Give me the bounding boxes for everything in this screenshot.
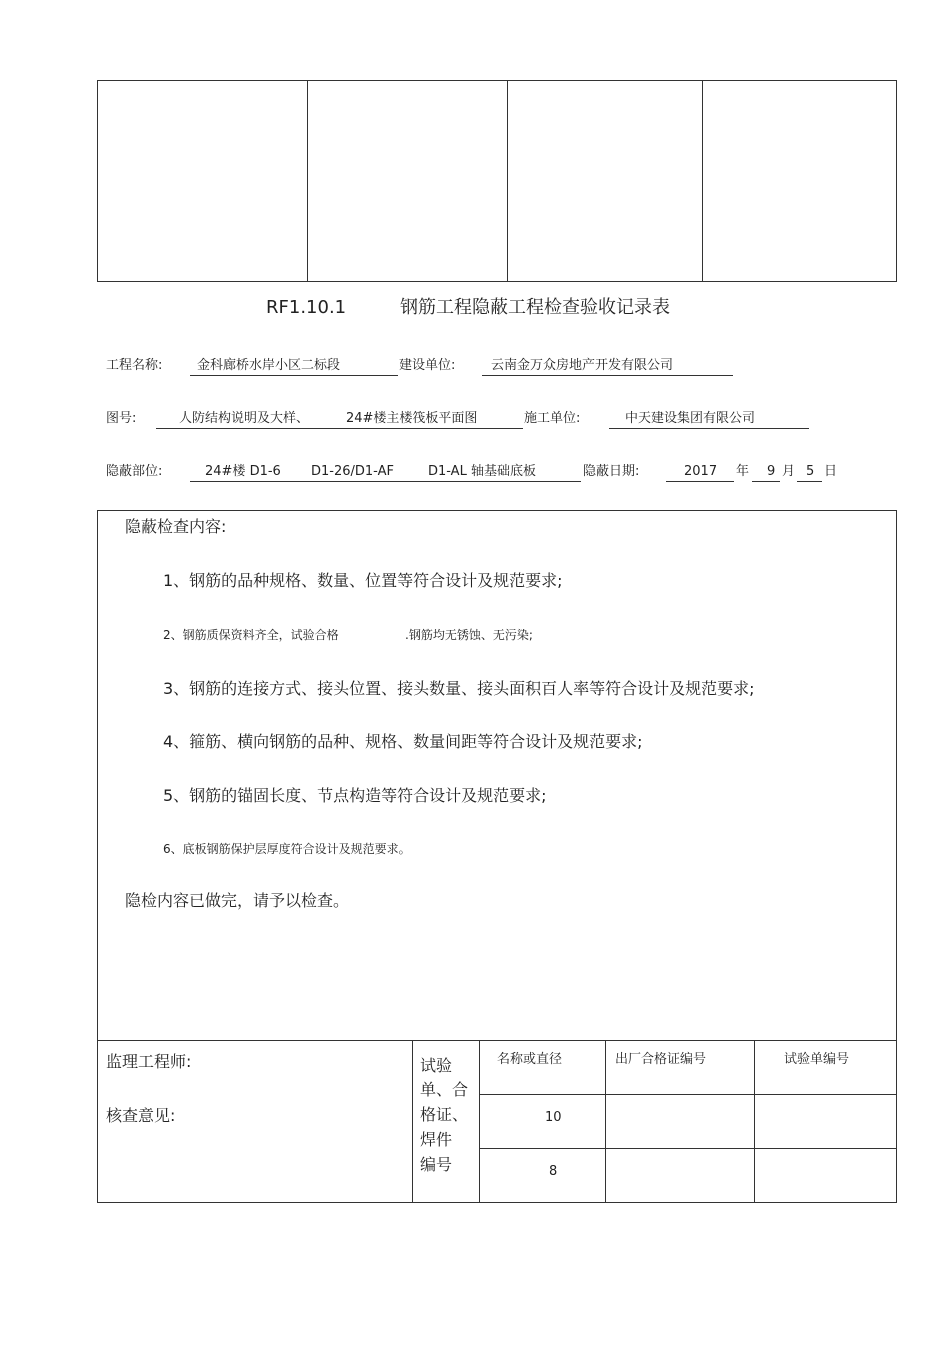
project-label: 工程名称: (106, 358, 163, 373)
drawing-value-2: 24#楼主楼筏板平面图 (346, 411, 478, 426)
contractor-value: 中天建设集团有限公司 (625, 411, 756, 426)
top-frame-divider (307, 80, 308, 282)
bottom-row-line (479, 1148, 897, 1149)
supervisor-label: 监理工程师: (106, 1052, 192, 1071)
top-frame (97, 80, 897, 282)
content-item-4: 4、箍筋、横向钢筋的品种、规格、数量间距等符合设计及规范要求; (163, 732, 643, 751)
drawing-value-1: 人防结构说明及大样、 (179, 411, 310, 426)
drawing-underline (156, 428, 523, 429)
content-bottom-border (97, 1040, 897, 1041)
bottom-row-line (479, 1094, 897, 1095)
location-value-3: D1-AL 轴基础底板 (428, 464, 536, 479)
owner-underline (482, 375, 733, 376)
year-label: 年 (736, 464, 750, 479)
contractor-underline (609, 428, 809, 429)
header-cert-number: 出厂合格证编号 (615, 1052, 707, 1067)
cert-label-line: 焊件 (420, 1130, 453, 1149)
date-month-underline (752, 481, 780, 482)
location-value-1: 24#楼 D1-6 (205, 464, 281, 479)
date-label: 隐蔽日期: (583, 464, 640, 479)
content-heading: 隐蔽检查内容: (125, 517, 227, 536)
opinion-label: 核查意见: (106, 1106, 176, 1125)
location-label: 隐蔽部位: (106, 464, 163, 479)
date-day: 5 (806, 464, 815, 479)
bottom-divider (479, 1040, 480, 1203)
project-underline (190, 375, 398, 376)
form-code: RF1.10.1 (266, 297, 347, 318)
bottom-divider (754, 1040, 755, 1203)
cert-label-line: 格证、 (420, 1105, 469, 1124)
content-item-2a: 2、钢筋质保资料齐全，试验合格 (163, 628, 339, 642)
day-label: 日 (824, 464, 838, 479)
content-item-6: 6、底板钢筋保护层厚度符合设计及规范要求。 (163, 842, 411, 856)
bottom-divider (412, 1040, 413, 1203)
content-item-1: 1、钢筋的品种规格、数量、位置等符合设计及规范要求; (163, 571, 563, 590)
header-test-number: 试验单编号 (784, 1052, 850, 1067)
location-value-2: D1-26/D1-AF (311, 464, 394, 479)
bottom-divider (605, 1040, 606, 1203)
top-frame-divider (507, 80, 508, 282)
date-year-underline (666, 481, 734, 482)
header-name-diameter: 名称或直径 (497, 1052, 563, 1067)
content-item-2b: .钢筋均无锈蚀、无污染; (405, 628, 533, 642)
content-item-3: 3、钢筋的连接方式、接头位置、接头数量、接头面积百人率等符合设计及规范要求; (163, 679, 755, 698)
row-1-name: 10 (545, 1110, 562, 1125)
owner-label: 建设单位: (399, 358, 456, 373)
date-year: 2017 (684, 464, 718, 479)
project-value: 金科廊桥水岸小区二标段 (197, 358, 341, 373)
row-2-name: 8 (549, 1164, 558, 1179)
date-day-underline (797, 481, 822, 482)
content-item-5: 5、钢筋的锚固长度、节点构造等符合设计及规范要求; (163, 786, 547, 805)
contractor-label: 施工单位: (524, 411, 581, 426)
cert-label-line: 试验 (420, 1056, 453, 1075)
cert-label-line: 单、合 (420, 1080, 469, 1099)
form-title: 钢筋工程隐蔽工程检查验收记录表 (400, 297, 670, 318)
drawing-label: 图号: (106, 411, 137, 426)
top-frame-divider (702, 80, 703, 282)
location-underline (190, 481, 581, 482)
date-month: 9 (767, 464, 776, 479)
cert-label-line: 编号 (420, 1155, 453, 1174)
month-label: 月 (782, 464, 796, 479)
owner-value: 云南金万众房地产开发有限公司 (491, 358, 674, 373)
content-closing: 隐检内容已做完，请予以检查。 (125, 891, 350, 910)
